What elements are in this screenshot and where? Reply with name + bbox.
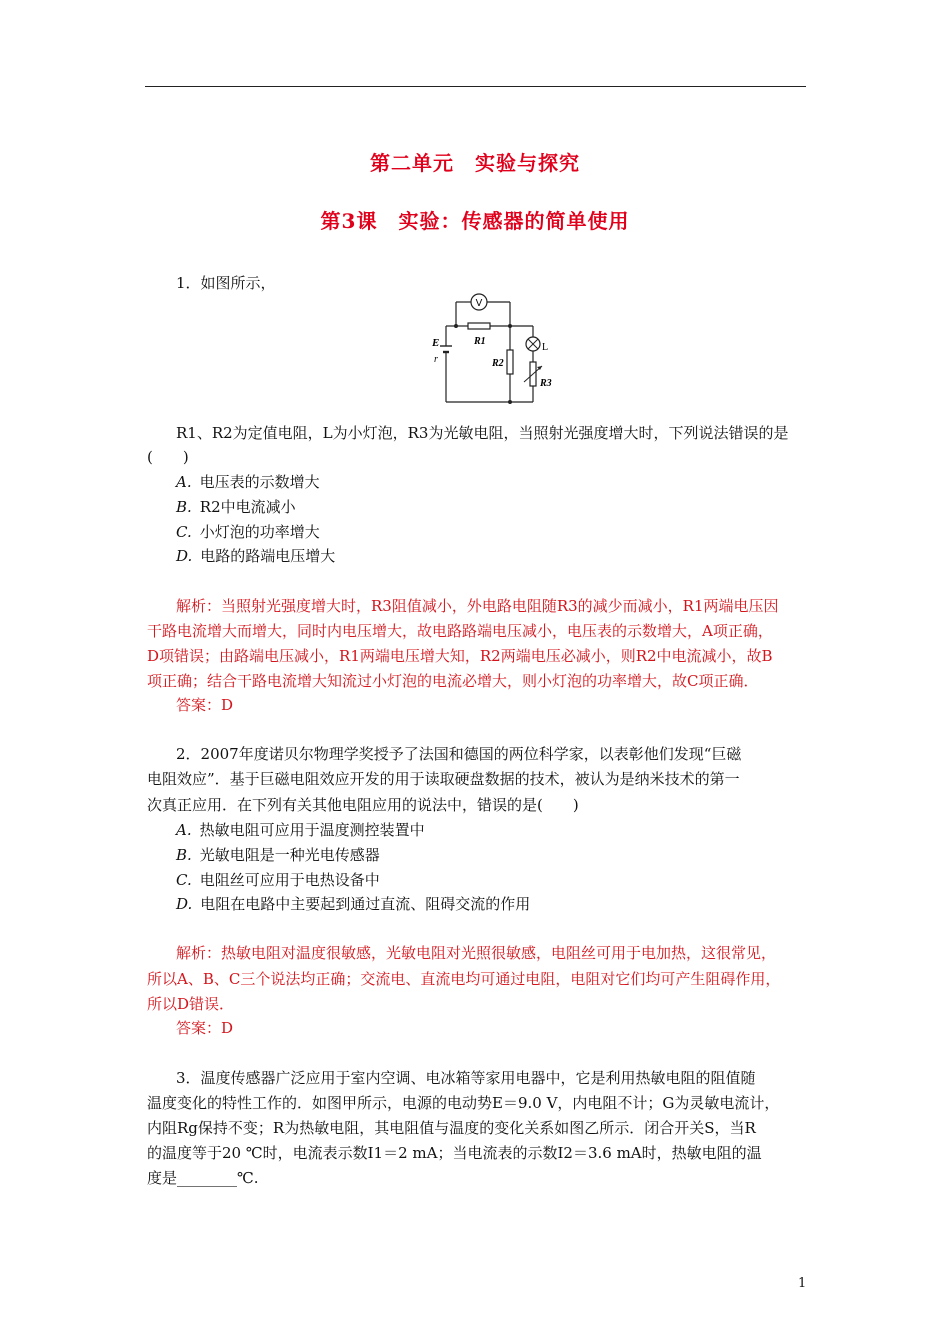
q2-option-a	[176, 820, 425, 840]
option-text: 电阻在电路中主要起到通过直流、阻碍交流的作用	[200, 895, 531, 913]
option-letter: A.	[176, 821, 192, 839]
q2-stem-line: 2．2007年度诺贝尔物理学奖授予了法国和德国的两位科学家，以表彰他们发现“巨磁	[176, 745, 742, 763]
option-letter: C.	[176, 523, 192, 541]
option-text: 热敏电阻可应用于温度测控装置中	[199, 821, 425, 839]
q3-stem-line: 内阻Rg保持不变；R为热敏电阻，其电阻值与温度的变化关系如图乙所示．闭合开关S，当R	[147, 1119, 756, 1137]
label-r1: R1	[474, 336, 486, 347]
q1-option-a	[176, 472, 320, 492]
voltmeter-label: V	[475, 298, 483, 309]
q1-option-d	[176, 546, 335, 566]
header-rule	[145, 86, 806, 87]
q2-option-b	[176, 845, 380, 865]
lesson-title: 第3课 实验：传感器的简单使用	[320, 209, 630, 233]
unit-title: 第二单元 实验与探究	[370, 151, 580, 175]
circuit-diagram	[428, 290, 568, 408]
q3-stem-line: 温度变化的特性工作的．如图甲所示，电源的电动势E＝9.0 V，内电阻不计；G为灵敏电流计，	[147, 1094, 780, 1112]
q2-option-d	[176, 894, 530, 914]
label-r2: R2	[492, 358, 504, 369]
option-letter: D.	[176, 895, 193, 913]
q2-analysis-line: 所以D错误．	[147, 995, 235, 1013]
option-text: 光敏电阻是一种光电传感器	[199, 846, 380, 864]
q1-stem-line2: ( )	[147, 448, 189, 466]
q3-stem-line: 度是________℃.	[147, 1169, 259, 1187]
option-text: 电压表的示数增大	[199, 473, 320, 491]
option-text: R2中电流减小	[199, 498, 296, 516]
q2-analysis-line: 所以A、B、C三个说法均正确；交流电、直流电均可通过电阻，电阻对它们均可产生阻碍作用，	[147, 970, 781, 988]
option-letter: A.	[176, 473, 192, 491]
q1-analysis-line: 解析：当照射光强度增大时，R3阻值减小，外电路电阻随R3的减少而减小，R1两端电压因	[176, 597, 779, 615]
q1-analysis-line: 项正确；结合干路电流增大知流过小灯泡的电流必增大，则小灯泡的功率增大，故C项正确．	[147, 672, 759, 690]
option-text: 小灯泡的功率增大	[199, 523, 320, 541]
option-letter: C.	[176, 871, 192, 889]
page-number: 1	[798, 1276, 807, 1291]
q1-option-c	[176, 522, 320, 542]
resistor-r2	[507, 350, 513, 374]
q1-analysis-line: D项错误；由路端电压减小，R1两端电压增大知，R2两端电压必减小，则R2中电流减小，故B	[147, 647, 773, 665]
q2-answer: 答案：D	[176, 1019, 234, 1037]
label-l: L	[542, 342, 549, 353]
q1-option-b	[176, 497, 296, 517]
q1-answer: 答案：D	[176, 696, 234, 714]
q1-stem-line1: R1、R2为定值电阻，L为小灯泡，R3为光敏电阻，当照射光强度增大时，下列说法错误的是	[176, 424, 789, 442]
q2-stem-line: 次真正应用．在下列有关其他电阻应用的说法中，错误的是( )	[147, 796, 579, 814]
option-letter: B.	[176, 846, 192, 864]
label-r: r	[434, 354, 438, 365]
q3-stem-line: 3．温度传感器广泛应用于室内空调、电冰箱等家用电器中，它是利用热敏电阻的阻值随	[176, 1069, 756, 1087]
label-r3: R3	[540, 378, 552, 389]
option-text: 电阻丝可应用于电热设备中	[199, 871, 380, 889]
q2-option-c	[176, 870, 380, 890]
q2-analysis-line: 解析：热敏电阻对温度很敏感，光敏电阻对光照很敏感，电阻丝可用于电加热，这很常见，	[176, 944, 777, 962]
option-letter: B.	[176, 498, 192, 516]
q1-analysis-line: 干路电流增大而增大，同时内电压增大，故电路路端电压减小，电压表的示数增大，A项正确，	[147, 622, 773, 640]
resistor-r1	[468, 323, 490, 329]
q2-stem-line: 电阻效应”．基于巨磁电阻效应开发的用于读取硬盘数据的技术，被认为是纳米技术的第一	[147, 770, 740, 788]
option-letter: D.	[176, 547, 193, 565]
q3-stem-line: 的温度等于20 ℃时，电流表示数I1＝2 mA；当电流表的示数I2＝3.6 mA时，热敏电阻的温	[147, 1144, 762, 1162]
label-e: E	[432, 337, 440, 349]
option-text: 电路的路端电压增大	[200, 547, 336, 565]
q1-intro: 1．如图所示，	[176, 274, 276, 292]
